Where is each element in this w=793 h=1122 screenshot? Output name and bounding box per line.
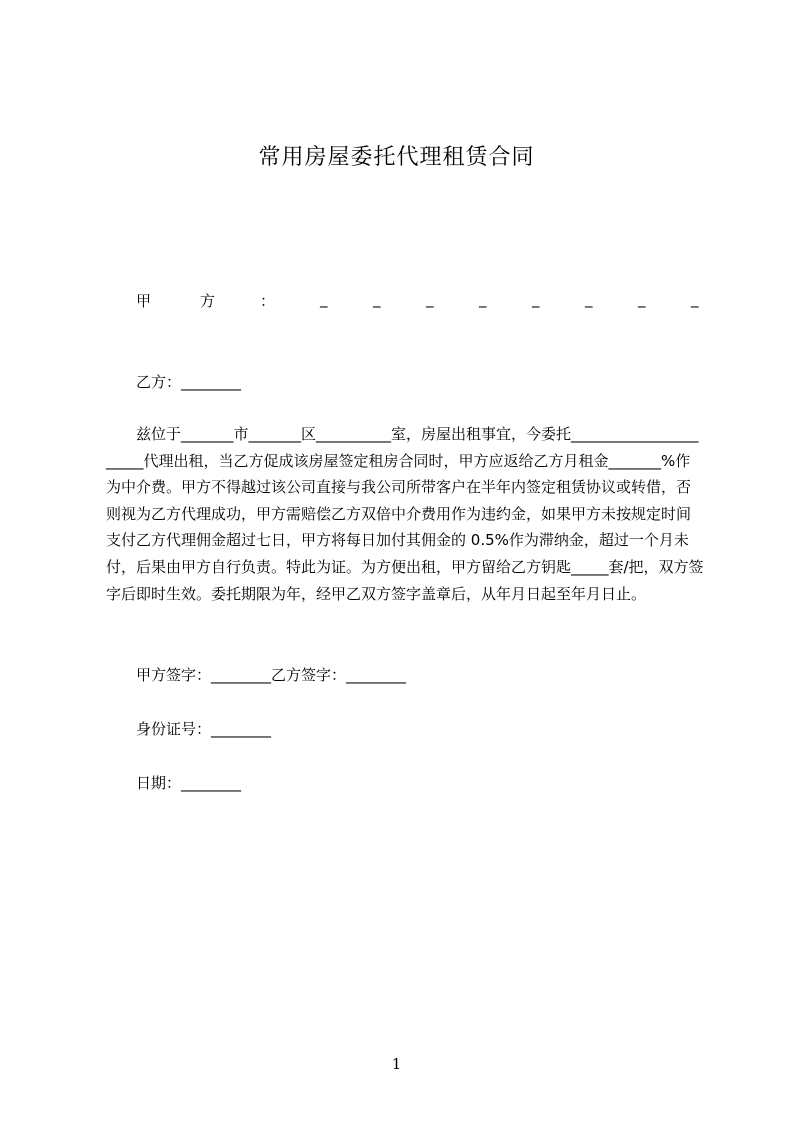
signature-line: 甲方签字：________乙方签字：________ (136, 666, 407, 684)
id-number-line: 身份证号：________ (136, 720, 272, 738)
page-number: 1 (391, 1055, 402, 1073)
party-a-blank-mark: _ (638, 290, 646, 308)
party-a-blank-mark: _ (320, 290, 328, 308)
party-a-blank-mark: _ (691, 290, 699, 308)
party-b-line: 乙方：________ (136, 373, 242, 391)
party-a-colon: ： (260, 292, 276, 310)
party-a-label-char-2: 方 (200, 292, 216, 310)
party-a-blank-mark: _ (479, 290, 487, 308)
party-a-blank-mark: _ (426, 290, 434, 308)
party-a-blank-mark: _ (585, 290, 593, 308)
party-a-label-char-1: 甲 (136, 292, 152, 310)
party-a-blank-mark: _ (532, 290, 540, 308)
party-a-line (136, 290, 704, 314)
date-line: 日期：________ (136, 774, 242, 792)
document-title: 常用房屋委托代理租赁合同 (258, 145, 535, 170)
party-a-blank-mark: _ (373, 290, 381, 308)
contract-body-paragraph: 兹位于_______市_______区__________室，房屋出租事宜，今委托______________________代理出租，当乙方促成该房屋签定租房合同时，甲方应返给乙方月租金_______%作为中介费。甲方不得越过该公司直接与我公司所带客户在半年内签定租赁协议或转借，否则视为乙方代理成功，甲方需赔偿乙方双倍中介费用作为违约金，如果甲方未按规定时间支付乙方代理佣金超过七日，甲方将每日加付其佣金的 0.5%作为滞纳金，超过一个月未付，后果由甲方自行负责。特此为证。为方便出租，甲方留给乙方钥匙_____套/把，双方签字后即时生效。委托期限为年，经甲乙双方签字盖章后，从年月日起至年月日止。 (106, 425, 704, 603)
